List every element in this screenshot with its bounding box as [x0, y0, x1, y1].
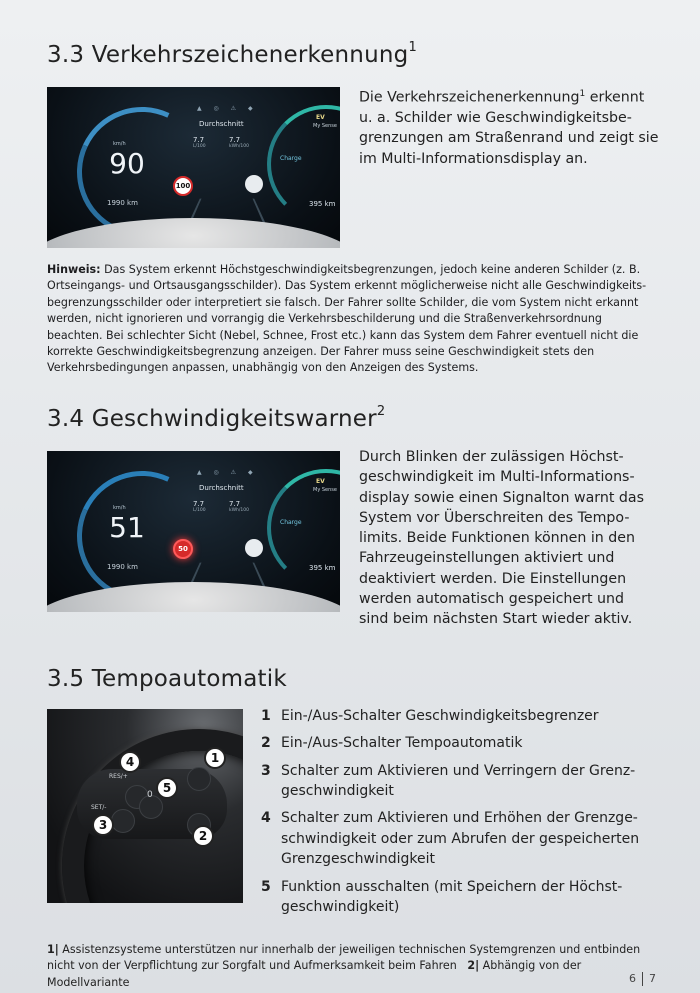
- footnote-1-marker: 1|: [47, 943, 59, 956]
- zero-label: 0: [147, 790, 153, 800]
- footnotes: [47, 942, 667, 991]
- page-separator: [642, 972, 643, 986]
- charge-label: Charge: [280, 519, 302, 526]
- dashboard-image-speed-90: [47, 87, 340, 248]
- drive-mode: EV: [316, 478, 325, 485]
- footnote-2-marker: 2|: [467, 959, 480, 973]
- page-number-left: 6: [629, 972, 636, 985]
- hint-text: Das System erkennt Höchstgeschwindigkeitsbegrenzungen, jedoch keine anderen Schilder (z. B. Ortseingangs- und Ortsausgangsschilder). Das System erkennt möglicherweise nicht alle Geschwindigkeits-begrenzungsschilder oder interpretiert sie falsch. Der Fahrer sollte Schilder, die vom System nicht erkannt werden, nicht ignorieren und vorrangig die Verkehrsbeschilderung und die Straßenverkehrsordnung beachten. Bei schlechter Sicht (Nebel, Schnee, Frost etc.) kann das System dem Fahrer eventuell nicht die korrekte Geschwindigkeitsbegrenzung anzeigen. Der Fahrer muss seine Geschwindigkeit stets den Verkehrsbedingungen anpassen, unabhängig von den Anzeigen des Systems.: [47, 263, 647, 375]
- odometer: 1990 km: [107, 563, 138, 571]
- steering-wheel-rim: [47, 218, 340, 248]
- section-3-4-title: 3.4 Geschwindigkeitswarner$^2$: [47, 404, 386, 432]
- drive-mode: EV: [316, 114, 325, 121]
- list-item: 5 Funktion ausschalten (mit Speichern der Höchst-geschwindigkeit): [261, 878, 623, 916]
- footnote-2-text: Abhängig von der Modellvariante: [47, 959, 582, 989]
- section-3-3-title: 3.3 Verkehrszeichenerkennung$^1$: [47, 40, 417, 68]
- speed-unit: km/h: [113, 141, 126, 147]
- overtake-warning-icon: [245, 539, 263, 557]
- section-3-4-text: Durch Blinken der zulässigen Höchst-geschwindigkeit im Multi-Informations-display sowie einen Signalton warnt das System vor Überschreiten des Tempo-limits. Beide Funktionen können in den Fahrzeugeinstellungen aktiviert und deaktiviert werden. Die Einstellungen werden automatisch gespeichert und sind beim nächsten Start wieder aktiv.: [359, 449, 644, 628]
- dashboard-image-speed-51: [47, 451, 340, 612]
- callout-5: 5: [156, 777, 178, 799]
- range-value: 395 km: [309, 200, 336, 208]
- callout-1: 1: [204, 747, 226, 769]
- steering-wheel-controls-image: [47, 709, 243, 903]
- speed-value: 51: [109, 511, 145, 544]
- list-item: 1 Ein-/Aus-Schalter Geschwindigkeitsbegrenzer: [261, 708, 599, 724]
- dashboard-top-icons: ▲ ◎ ⚠ ◆: [197, 105, 258, 112]
- wheel-button-limiter: [187, 767, 211, 791]
- callout-3: 3: [92, 814, 114, 836]
- section-3-3-text: Die Verkehrszeichenerkennung$^1$ erkennt u. a. Schilder wie Geschwindigkeitsbe-grenzungen am Straßenrand und zeigt sie im Multi-Informationsdisplay an.: [359, 89, 659, 167]
- hint-label: Hinweis:: [47, 263, 101, 276]
- overtake-warning-icon: [245, 175, 263, 193]
- speed-limit-sign-flashing: 50: [173, 539, 193, 559]
- center-title: Durchschnitt: [199, 120, 244, 128]
- speed-unit: km/h: [113, 505, 126, 511]
- list-item: 3 Schalter zum Aktivieren und Verringern der Grenz-geschwindigkeit: [261, 762, 636, 800]
- footnote-1-text: Assistenzsysteme unterstützen nur innerhalb der jeweiligen technischen Systemgrenzen und entbinden nicht von der Verpflichtung zur Sorgfalt und Aufmerksamkeit beim Fahren: [47, 943, 641, 973]
- center-title: Durchschnitt: [199, 484, 244, 492]
- charge-label: Charge: [280, 155, 302, 162]
- stat-fuel: 7.7 L/100: [193, 136, 206, 149]
- stat-energy: 7.7 kWh/100: [229, 136, 250, 149]
- set-label: SET/-: [91, 804, 107, 811]
- range-value: 395 km: [309, 564, 336, 572]
- stat-energy: 7.7 kWh/100: [229, 500, 250, 513]
- odometer: 1990 km: [107, 199, 138, 207]
- drive-mode-sub: My Sense: [313, 487, 337, 493]
- stat-fuel: 7.7 L/100: [193, 500, 206, 513]
- control-legend-list: [261, 706, 651, 924]
- speed-limit-sign: 100: [173, 176, 193, 196]
- list-item: 4 Schalter zum Aktivieren und Erhöhen der Grenzge-schwindigkeit oder zum Abrufen der gespeicherten Grenzgeschwindigkeit: [261, 810, 640, 868]
- wheel-button-set: [111, 809, 135, 833]
- page-numbers: [629, 972, 656, 986]
- speed-value: 90: [109, 147, 145, 180]
- res-label: RES/+: [109, 773, 128, 780]
- list-item: 2 Ein-/Aus-Schalter Tempoautomatik: [261, 735, 523, 752]
- section-3-5-title: 3.5 Tempoautomatik: [47, 666, 287, 692]
- page-number-right: 7: [649, 972, 656, 985]
- callout-2: 2: [192, 825, 214, 847]
- dashboard-top-icons: ▲ ◎ ⚠ ◆: [197, 469, 258, 476]
- drive-mode-sub: My Sense: [313, 123, 337, 129]
- steering-wheel-rim: [47, 582, 340, 612]
- callout-4: 4: [119, 751, 141, 773]
- hint-paragraph: [47, 262, 653, 377]
